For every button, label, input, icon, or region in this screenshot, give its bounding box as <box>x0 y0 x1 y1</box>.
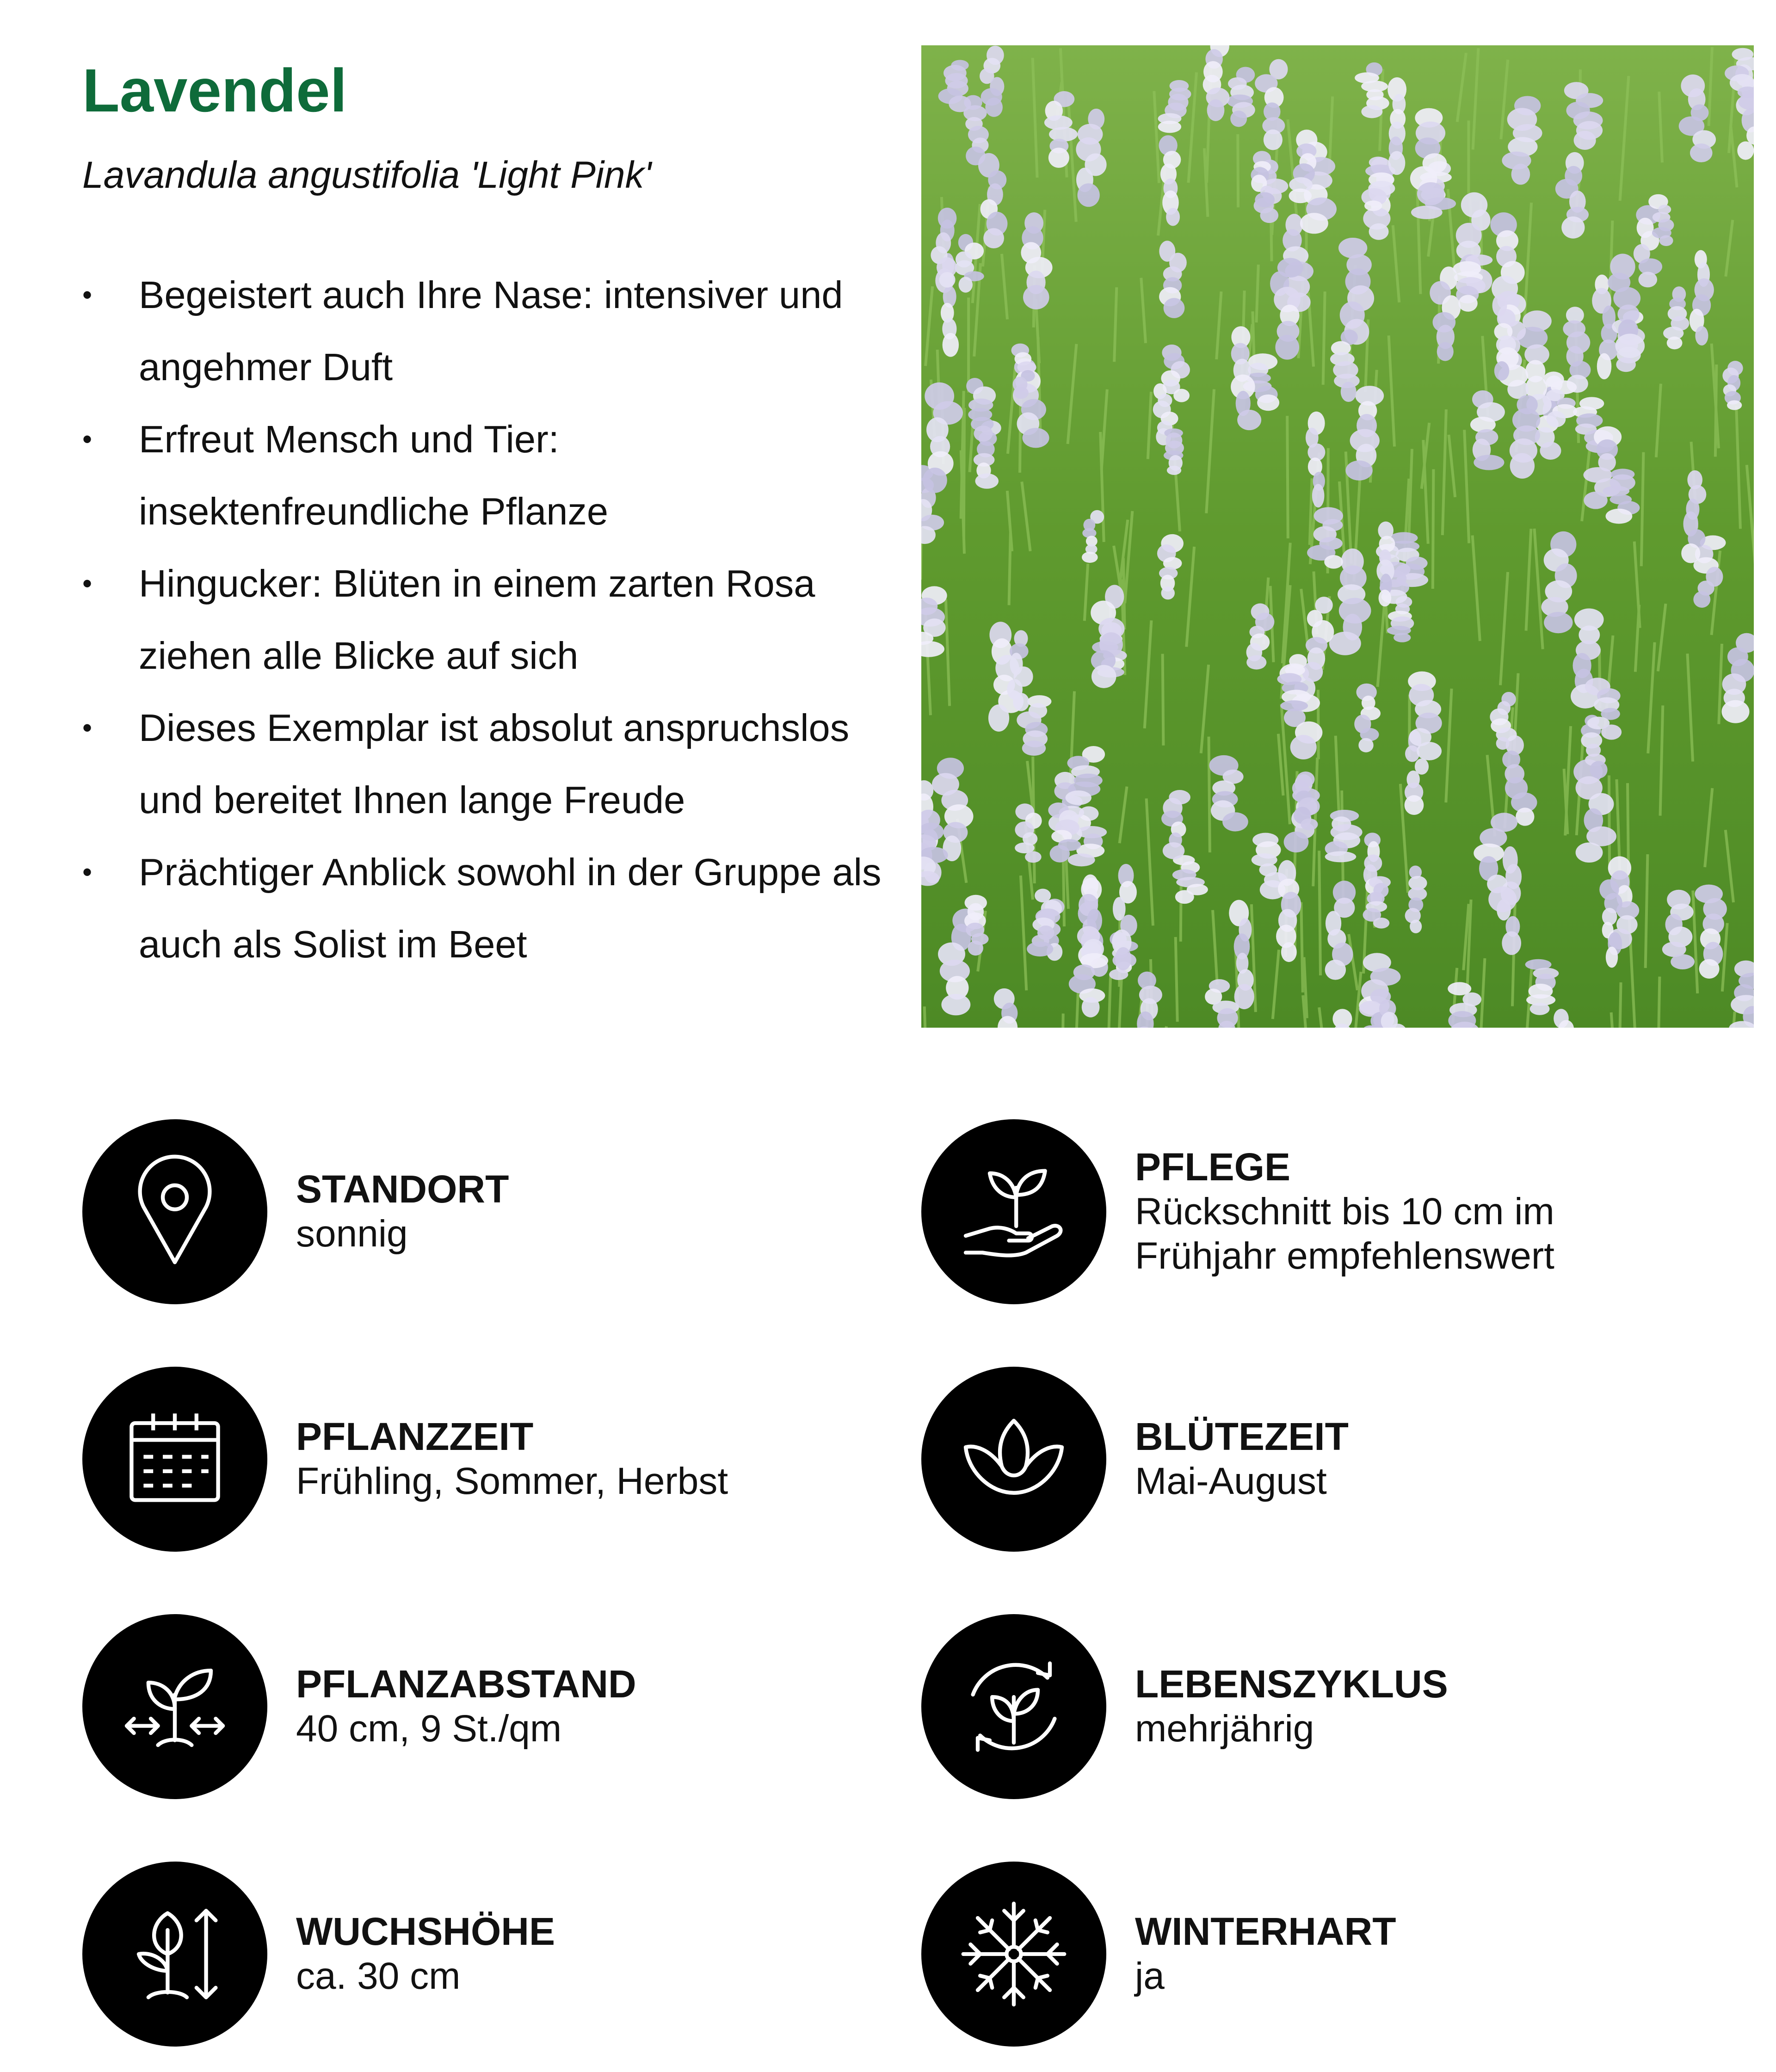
attribute-label: WINTERHART <box>1135 1910 1396 1954</box>
attribute-label: BLÜTEZEIT <box>1135 1415 1349 1459</box>
feature-text: Begeistert auch Ihre Nase: intensiver und angehmer Duft <box>139 273 843 388</box>
attribute-value-line2: Frühjahr empfehlenswert <box>1135 1235 1554 1277</box>
feature-text: Hingucker: Blüten in einem zarten Rosa ziehen alle Blicke auf sich <box>139 562 815 677</box>
bullet-glyph: • <box>82 712 92 743</box>
attribute-value: 40 cm, 9 St./qm <box>296 1707 562 1750</box>
attribute-standort <box>82 1119 509 1304</box>
attribute-value: sonnig <box>296 1212 408 1255</box>
feature-list <box>82 259 892 980</box>
lavender-field-image <box>921 45 1754 1028</box>
attribute-value: mehrjährig <box>1135 1707 1314 1750</box>
feature-item <box>82 836 892 980</box>
bullet-glyph: • <box>82 857 92 888</box>
attribute-label: PFLANZZEIT <box>296 1415 534 1459</box>
feature-item <box>82 403 892 548</box>
feature-text: Erfreut Mensch und Tier: insektenfreundliche Pflanze <box>139 418 609 533</box>
attribute-pflanzabstand <box>82 1614 636 1799</box>
snowflake-icon <box>921 1862 1106 2047</box>
attribute-value: ja <box>1135 1955 1165 1997</box>
attribute-pflanzzeit <box>82 1367 728 1552</box>
attribute-value: Frühling, Sommer, Herbst <box>296 1460 728 1502</box>
attribute-winterhart <box>921 1862 1396 2047</box>
attribute-label: WUCHSHÖHE <box>296 1910 555 1954</box>
attribute-label: PFLANZABSTAND <box>296 1662 636 1706</box>
attribute-wuchshoehe <box>82 1862 555 2047</box>
attribute-lebenszyklus <box>921 1614 1448 1799</box>
attribute-value: Mai-August <box>1135 1460 1327 1502</box>
bullet-glyph: • <box>82 424 92 455</box>
location-pin-icon <box>82 1119 267 1304</box>
attribute-value-line1: Rückschnitt bis 10 cm im <box>1135 1190 1554 1233</box>
attribute-label: STANDORT <box>296 1167 509 1211</box>
lavender-photo <box>921 45 1754 1028</box>
feature-item <box>82 548 892 692</box>
plant-height-icon <box>82 1862 267 2047</box>
attribute-value: ca. 30 cm <box>296 1955 461 1997</box>
attribute-pflege <box>921 1119 1554 1304</box>
bullet-glyph: • <box>82 279 92 310</box>
feature-item <box>82 259 892 403</box>
bullet-glyph: • <box>82 568 92 599</box>
attribute-bluetezeit <box>921 1367 1349 1552</box>
feature-text: Dieses Exemplar ist absolut anspruchslos und bereitet Ihnen lange Freude <box>139 706 850 821</box>
product-title: Lavendel <box>82 56 347 124</box>
plant-cycle-icon <box>921 1614 1106 1799</box>
attribute-label: PFLEGE <box>1135 1145 1291 1189</box>
calendar-icon <box>82 1367 267 1552</box>
botanical-name: Lavandula angustifolia 'Light Pink' <box>82 154 652 196</box>
feature-item <box>82 692 892 836</box>
hand-seedling-icon <box>921 1119 1106 1304</box>
plant-spacing-icon <box>82 1614 267 1799</box>
lotus-flower-icon <box>921 1367 1106 1552</box>
attribute-label: LEBENSZYKLUS <box>1135 1662 1448 1706</box>
feature-text: Prächtiger Anblick sowohl in der Gruppe als auch als Solist im Beet <box>139 851 882 966</box>
